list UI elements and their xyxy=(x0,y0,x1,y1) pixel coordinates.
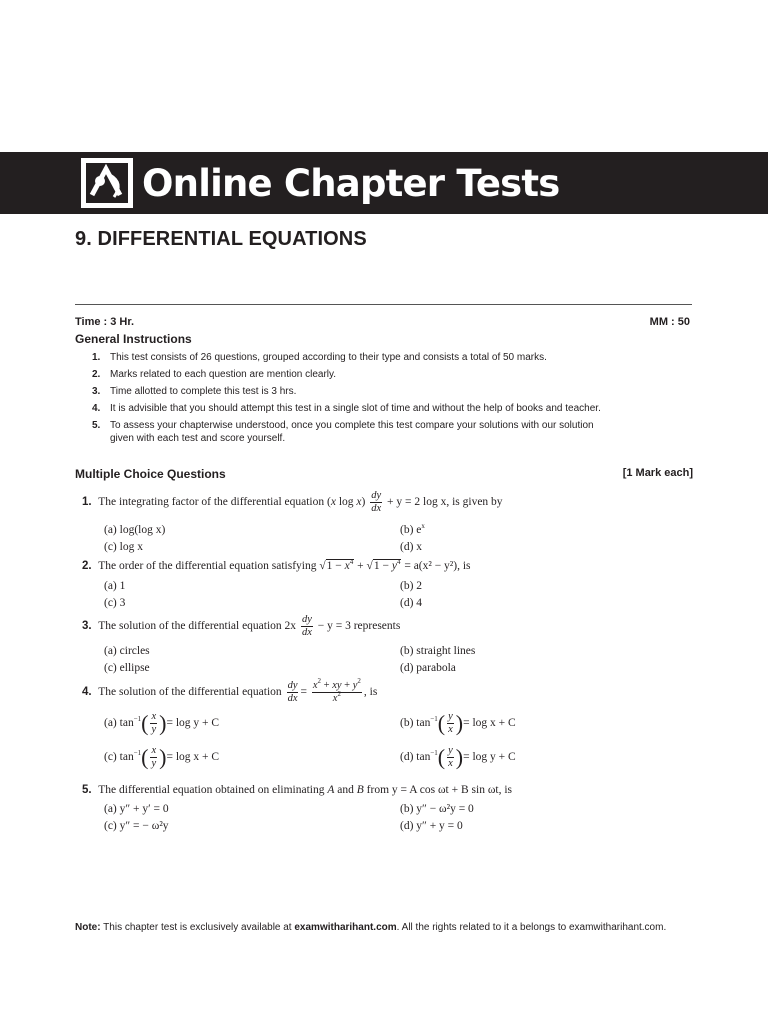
question-text: The solution of the differential equation 2x xyxy=(98,620,297,633)
question-text: The integrating factor of the differential equation ( xyxy=(98,496,331,509)
header-banner xyxy=(0,152,768,214)
instruction-text: It is advisible that you should attempt this test in a single slot of time and without the help of books and teacher. xyxy=(110,403,601,414)
question-4: 4. The solution of the differential equation $\frac{dy}{dx}$ = $\frac{x^2 + xy + y^2}{x^2}$ , is xyxy=(82,677,378,704)
fraction: $\frac{dy}{dx}$ xyxy=(371,490,382,514)
option-d: (d) parabola xyxy=(400,662,456,674)
max-marks-label: MM : 50 xyxy=(649,316,690,328)
divider xyxy=(75,304,692,305)
question-text: The order of the differential equation satisfying xyxy=(98,560,317,572)
fraction: $\frac{x^2 + xy + y^2}{x^2}$ xyxy=(312,677,361,704)
option-a: (a) $\tan^{-1}$( $\frac{x}{y}$ )= log y + C xyxy=(104,710,220,736)
instruction-continuation: given with each test and score yourself. xyxy=(110,433,286,444)
option-a: (a) y″ + y′ = 0 xyxy=(104,803,169,815)
option-d: (d) $\tan^{-1}$( $\frac{y}{x}$ )= log y + C xyxy=(400,744,516,770)
option-c: (c) ellipse xyxy=(104,662,150,674)
question-text-end: + y = 2 log x, is given by xyxy=(387,496,503,509)
option-d: (d) y″ + y = 0 xyxy=(400,820,463,832)
question-number: 5. xyxy=(82,784,92,796)
question-text: The solution of the differential equation xyxy=(98,686,282,699)
instruction-text: Time allotted to complete this test is 3 hrs. xyxy=(110,386,297,397)
option-b: (b) 2 xyxy=(400,580,423,592)
instructions-heading: General Instructions xyxy=(75,332,192,346)
option-c: (c) log x xyxy=(104,541,143,553)
instruction-text: Marks related to each question are mention clearly. xyxy=(110,369,337,380)
banner-title: Online Chapter Tests xyxy=(142,162,560,205)
instruction-number: 5. xyxy=(92,420,101,431)
instruction-item xyxy=(92,351,682,364)
option-b: (b) $\tan^{-1}$( $\frac{y}{x}$ )= log x + C xyxy=(400,710,516,736)
option-c: (c) $\tan^{-1}$( $\frac{x}{y}$ )= log x + C xyxy=(104,744,220,770)
footer-note xyxy=(75,922,666,933)
option-b: (b) y″ − ω²y = 0 xyxy=(400,803,474,815)
note-site-link[interactable]: examwitharihant.com xyxy=(294,922,397,933)
instruction-item xyxy=(92,368,682,381)
instruction-number: 4. xyxy=(92,403,101,414)
note-text-end: . All the rights related to it a belongs to examwitharihant.com. xyxy=(396,922,667,933)
question-text-end: from y = A cos ωt + B sin ωt, is xyxy=(366,784,513,796)
fraction: $\frac{dy}{dx}$ xyxy=(287,680,298,704)
option-a: (a) log(log x) xyxy=(104,524,166,536)
option-c: (c) 3 xyxy=(104,597,126,609)
section-marks: [1 Mark each] xyxy=(622,467,693,479)
question-number: 2. xyxy=(82,560,92,572)
question-2: 2. The order of the differential equation satisfying $√1 - x^4 + √1 - y^4 = a(x^2 - y^2)$, is xyxy=(82,558,471,572)
option-d: (d) 4 xyxy=(400,597,423,609)
instruction-item xyxy=(92,385,682,398)
question-number: 1. xyxy=(82,496,92,509)
option-d: (d) x xyxy=(400,541,423,553)
instruction-number: 1. xyxy=(92,352,101,363)
option-b: (b) straight lines xyxy=(400,645,476,657)
section-title: Multiple Choice Questions xyxy=(75,467,226,481)
question-number: 4. xyxy=(82,686,92,699)
instruction-number: 2. xyxy=(92,369,101,380)
question-5: 5. The differential equation obtained on eliminating A and B from y = A cos ωt + B sin ωt, is xyxy=(82,784,513,796)
fraction: $\frac{dy}{dx}$ xyxy=(301,614,312,638)
question-number: 3. xyxy=(82,620,92,633)
question-text-end: − y = 3 represents xyxy=(317,620,401,633)
option-a: (a) 1 xyxy=(104,580,126,592)
question-text-end: = a(x² − y²), is xyxy=(404,560,471,572)
question-3 xyxy=(82,614,400,639)
question-text: The differential equation obtained on eliminating xyxy=(98,784,325,796)
chapter-title: 9. DIFFERENTIAL EQUATIONS xyxy=(75,228,367,250)
instruction-text: This test consists of 26 questions, grouped according to their type and consists a total of 50 marks. xyxy=(110,352,547,363)
note-label: Note: xyxy=(75,922,101,933)
question-text-end: , is xyxy=(363,686,378,699)
question-1: 1. The integrating factor of the differential equation (x log x) $\frac{dy}{dx}$ + y = 2 log x, is given by xyxy=(82,490,503,514)
instruction-item xyxy=(92,402,682,415)
instruction-text: To assess your chapterwise understood, once you complete this test compare your solutions with our solution xyxy=(110,420,594,431)
option-b: (b) $e^x$ xyxy=(400,522,425,536)
time-label: Time : 3 Hr. xyxy=(75,316,135,328)
option-c: (c) y″ = − ω²y xyxy=(104,820,169,832)
instruction-number: 3. xyxy=(92,386,101,397)
note-text: This chapter test is exclusively available at xyxy=(103,922,292,933)
arihant-logo-icon xyxy=(80,157,134,209)
option-a: (a) circles xyxy=(104,645,150,657)
instruction-item xyxy=(92,419,682,445)
